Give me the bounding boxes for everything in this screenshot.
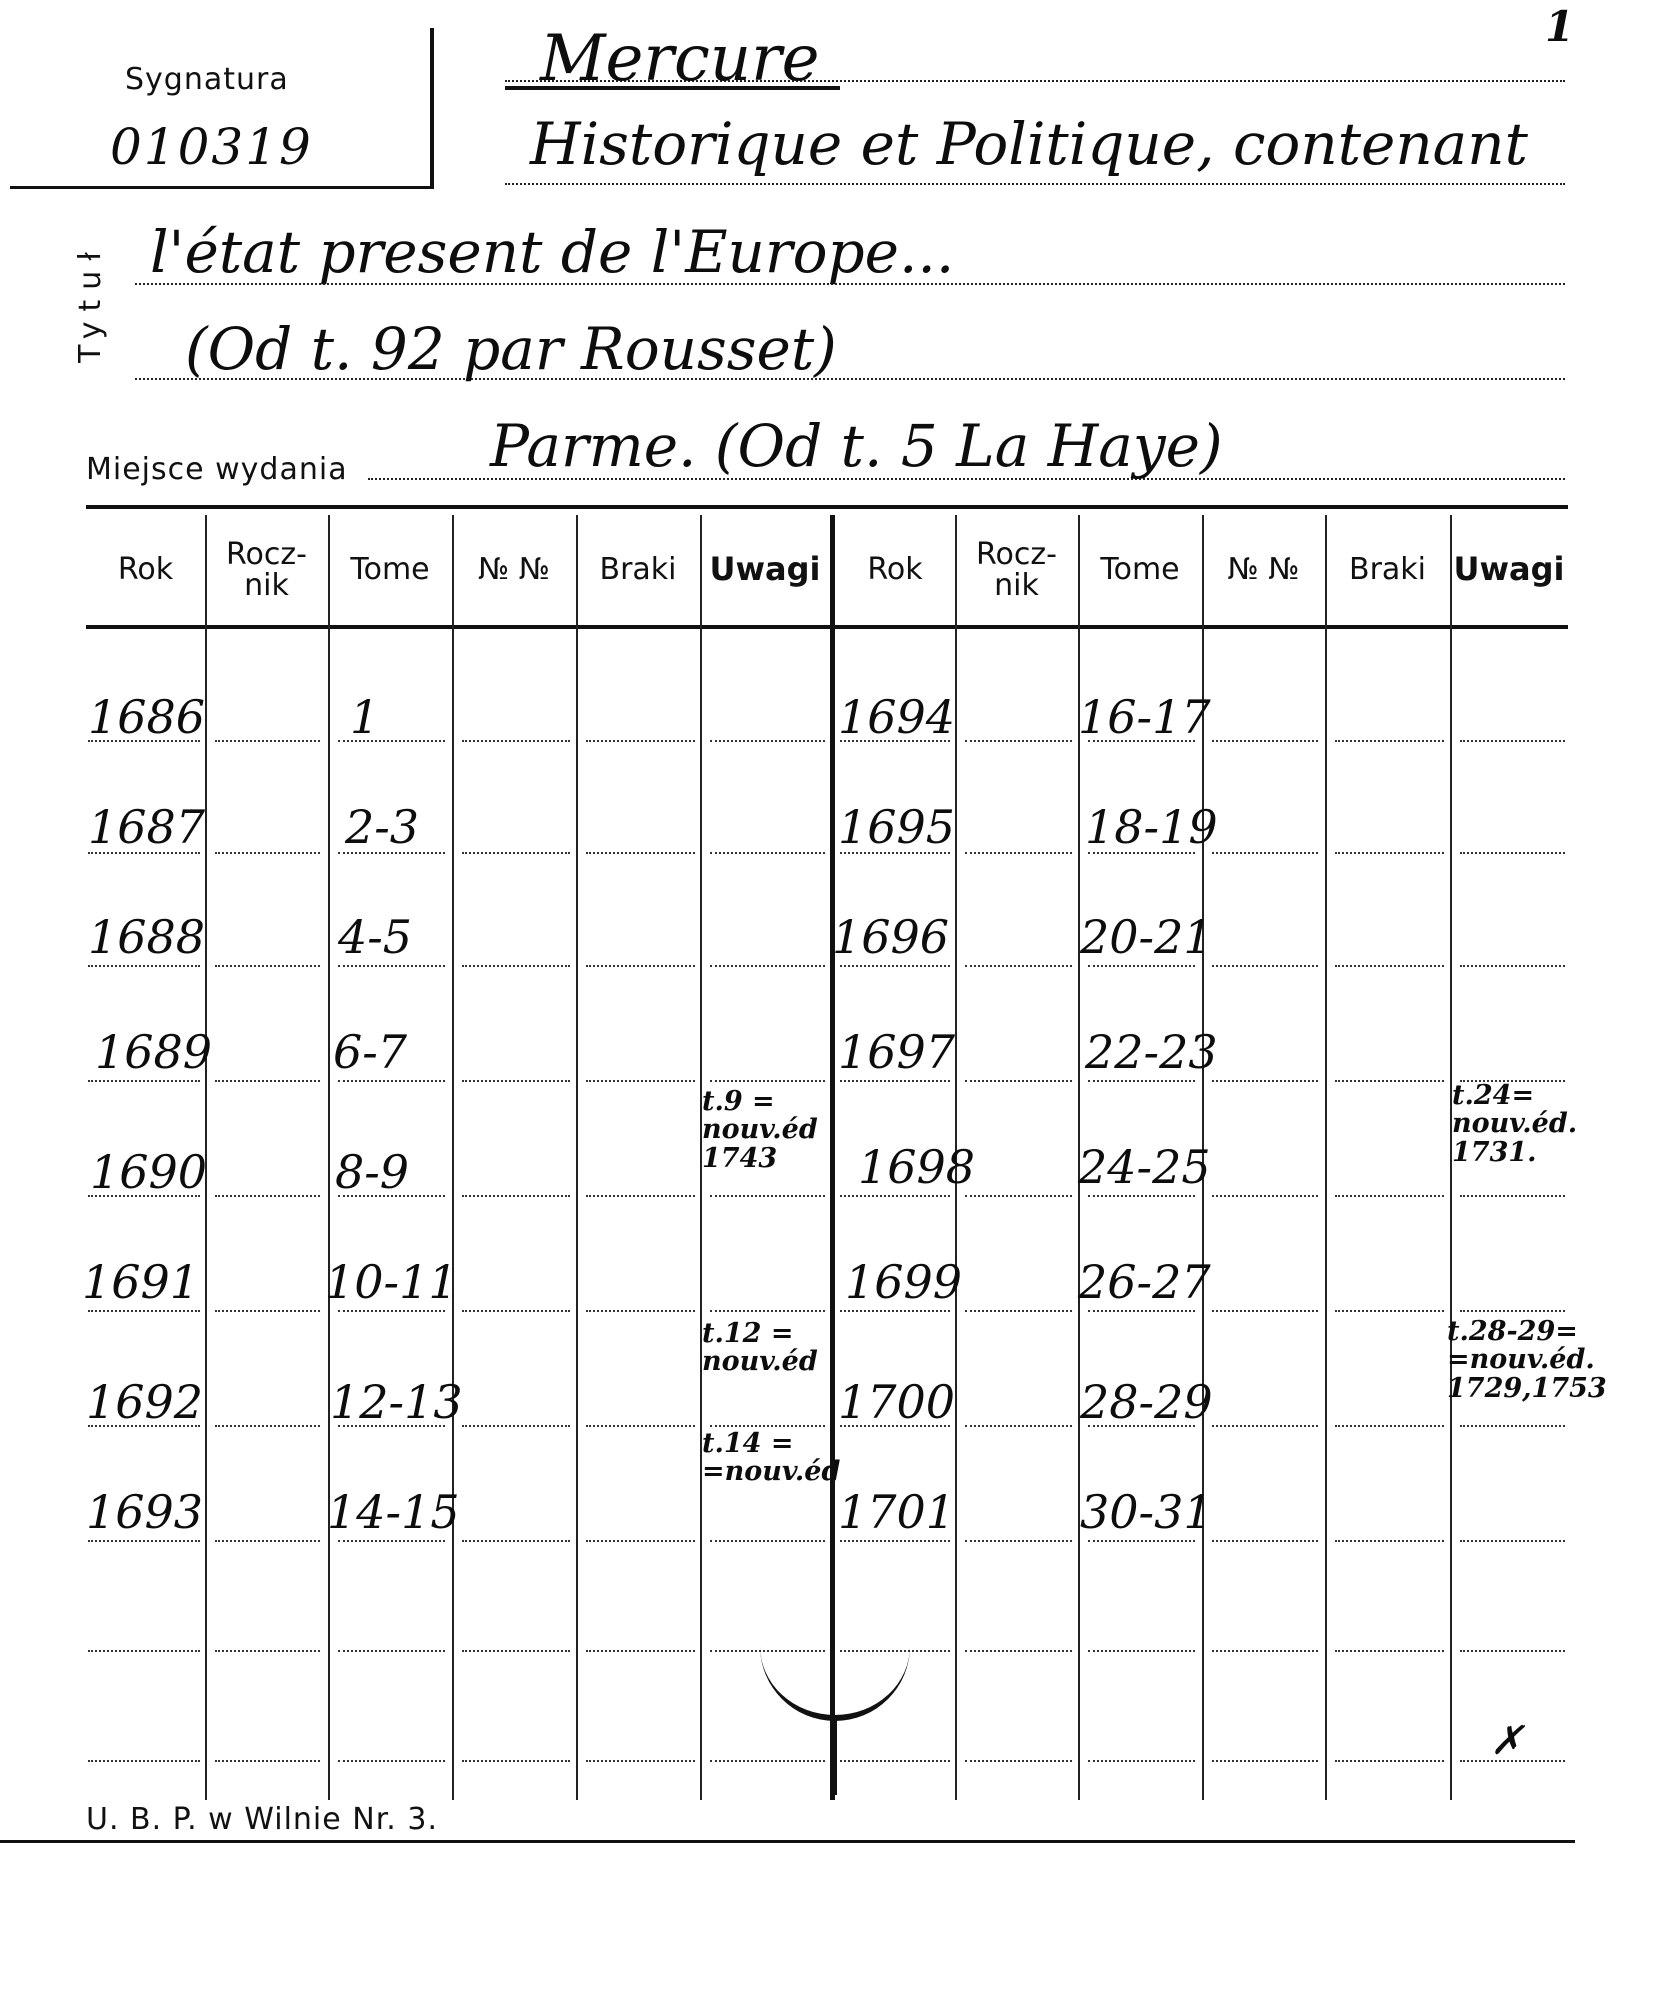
cell-rok: 1686 <box>88 690 206 744</box>
column-divider <box>1325 515 1327 1800</box>
cell-tome: 20-21 <box>1080 910 1213 964</box>
row-dotted-rule <box>1460 965 1565 967</box>
cell-uwagi: t.28-29= =nouv.éd. 1729,1753 <box>1447 1316 1607 1404</box>
title-line: Mercure <box>540 22 820 96</box>
row-dotted-rule <box>840 965 950 967</box>
cell-rok: 1699 <box>845 1255 963 1309</box>
row-dotted-rule <box>1335 1310 1444 1312</box>
cell-tome: 6-7 <box>333 1025 408 1079</box>
check-mark: ✗ <box>1490 1718 1524 1764</box>
row-dotted-rule <box>1212 965 1318 967</box>
row-dotted-rule <box>215 965 320 967</box>
cell-tome: 4-5 <box>338 910 413 964</box>
row-dotted-rule <box>1212 1195 1318 1197</box>
row-dotted-rule <box>965 1195 1072 1197</box>
table-header-rule <box>86 625 1568 629</box>
row-dotted-rule <box>840 1760 950 1762</box>
row-dotted-rule <box>840 1080 950 1082</box>
row-dotted-rule <box>965 1760 1072 1762</box>
row-dotted-rule <box>215 1080 320 1082</box>
row-dotted-rule <box>462 1195 570 1197</box>
row-dotted-rule <box>965 1080 1072 1082</box>
row-dotted-rule <box>1088 1650 1195 1652</box>
row-dotted-rule <box>338 1650 445 1652</box>
row-dotted-rule <box>1212 1760 1318 1762</box>
row-dotted-rule <box>338 1540 445 1542</box>
row-dotted-rule <box>965 852 1072 854</box>
row-dotted-rule <box>1460 1650 1565 1652</box>
row-dotted-rule <box>215 740 320 742</box>
cell-uwagi: t.9 = nouv.éd 1743 <box>702 1086 818 1174</box>
cell-tome: 8-9 <box>335 1145 410 1199</box>
title-line: Historique et Politique, contenant <box>530 110 1528 178</box>
row-dotted-rule <box>1335 1425 1444 1427</box>
center-divider <box>830 515 835 1800</box>
sygnatura-label: Sygnatura <box>125 62 289 97</box>
cell-uwagi: t.14 = =nouv.éd <box>702 1428 841 1488</box>
col-header-numbers: № № <box>1227 552 1300 588</box>
row-dotted-rule <box>1088 965 1195 967</box>
row-dotted-rule <box>462 1540 570 1542</box>
row-dotted-rule <box>215 1425 320 1427</box>
row-dotted-rule <box>462 965 570 967</box>
row-dotted-rule <box>710 1195 825 1197</box>
row-dotted-rule <box>965 965 1072 967</box>
row-dotted-rule <box>710 1310 825 1312</box>
cell-rok: 1690 <box>90 1145 208 1199</box>
cell-uwagi: t.24= nouv.éd. 1731. <box>1452 1080 1578 1168</box>
row-dotted-rule <box>1212 852 1318 854</box>
cell-rok: 1692 <box>86 1375 204 1429</box>
row-dotted-rule <box>338 1760 445 1762</box>
cell-rok: 1687 <box>88 800 206 854</box>
row-dotted-rule <box>1460 852 1565 854</box>
cell-tome: 1 <box>350 690 380 744</box>
tytul-label <box>70 225 130 385</box>
row-dotted-rule <box>1212 1310 1318 1312</box>
column-divider <box>452 515 454 1800</box>
sygnatura-value: 010319 <box>110 118 313 176</box>
row-dotted-rule <box>338 965 445 967</box>
row-dotted-rule <box>1460 1195 1565 1197</box>
cell-tome: 30-31 <box>1080 1485 1213 1539</box>
row-dotted-rule <box>88 965 200 967</box>
row-dotted-rule <box>338 1310 445 1312</box>
cell-rok: 1693 <box>86 1485 204 1539</box>
col-header-braki: Braki <box>599 552 677 588</box>
row-dotted-rule <box>88 1080 200 1082</box>
row-dotted-rule <box>215 852 320 854</box>
cell-tome: 26-27 <box>1078 1255 1211 1309</box>
row-dotted-rule <box>215 1760 320 1762</box>
row-dotted-rule <box>462 1310 570 1312</box>
cell-tome: 10-11 <box>325 1255 458 1309</box>
row-dotted-rule <box>1335 740 1444 742</box>
row-dotted-rule <box>586 1650 695 1652</box>
row-dotted-rule <box>88 1310 200 1312</box>
row-dotted-rule <box>1088 1080 1195 1082</box>
row-dotted-rule <box>1088 1540 1195 1542</box>
row-dotted-rule <box>965 1540 1072 1542</box>
col-header-rok: Rok <box>867 552 923 588</box>
row-dotted-rule <box>462 852 570 854</box>
row-dotted-rule <box>1212 1540 1318 1542</box>
row-dotted-rule <box>1212 1650 1318 1652</box>
row-dotted-rule <box>1335 852 1444 854</box>
row-dotted-rule <box>1335 1080 1444 1082</box>
col-header-uwagi: Uwagi <box>709 550 821 589</box>
place-value: Parme. (Od t. 5 La Haye) <box>490 412 1223 480</box>
cell-rok: 1694 <box>838 690 956 744</box>
cell-rok: 1688 <box>88 910 206 964</box>
row-dotted-rule <box>586 1080 695 1082</box>
row-dotted-rule <box>462 1760 570 1762</box>
title-dotline-2 <box>505 183 1565 185</box>
row-dotted-rule <box>965 740 1072 742</box>
col-header-numbers: № № <box>478 552 550 588</box>
col-header-rocznik: Rocz- nik <box>976 536 1057 603</box>
row-dotted-rule <box>710 1760 825 1762</box>
row-dotted-rule <box>1460 1540 1565 1542</box>
punch-hole-stem <box>833 1720 837 1795</box>
row-dotted-rule <box>1088 1760 1195 1762</box>
row-dotted-rule <box>1335 1540 1444 1542</box>
row-dotted-rule <box>215 1310 320 1312</box>
row-dotted-rule <box>710 1540 825 1542</box>
row-dotted-rule <box>1088 1195 1195 1197</box>
row-dotted-rule <box>1335 1195 1444 1197</box>
row-dotted-rule <box>88 1540 200 1542</box>
row-dotted-rule <box>462 740 570 742</box>
row-dotted-rule <box>1088 1310 1195 1312</box>
row-dotted-rule <box>215 1195 320 1197</box>
cell-tome: 28-29 <box>1080 1375 1213 1429</box>
table-top-rule <box>86 505 1568 509</box>
cell-rok: 1691 <box>82 1255 200 1309</box>
row-dotted-rule <box>710 1080 825 1082</box>
row-dotted-rule <box>965 1650 1072 1652</box>
row-dotted-rule <box>965 1425 1072 1427</box>
cell-rok: 1701 <box>838 1485 956 1539</box>
row-dotted-rule <box>710 740 825 742</box>
row-dotted-rule <box>1212 740 1318 742</box>
row-dotted-rule <box>88 1760 200 1762</box>
row-dotted-rule <box>840 1195 950 1197</box>
cell-rok: 1689 <box>95 1025 213 1079</box>
tytul-label-text: Tytuł <box>72 242 108 363</box>
row-dotted-rule <box>586 1760 695 1762</box>
col-header-rocznik: Rocz- nik <box>226 536 307 603</box>
cell-tome: 24-25 <box>1078 1140 1211 1194</box>
place-label: Miejsce wydania <box>86 452 348 487</box>
cell-rok: 1697 <box>838 1025 956 1079</box>
row-dotted-rule <box>965 1310 1072 1312</box>
title-line: l'état present de l'Europe... <box>150 218 955 286</box>
cell-rok: 1698 <box>858 1140 976 1194</box>
col-header-tome: Tome <box>1100 552 1180 588</box>
printer-imprint: U. B. P. w Wilnie Nr. 3. <box>86 1802 438 1837</box>
row-dotted-rule <box>1335 1760 1444 1762</box>
cell-rok: 1695 <box>838 800 956 854</box>
row-dotted-rule <box>710 1425 825 1427</box>
cell-rok: 1700 <box>838 1375 956 1429</box>
footer-rule <box>0 1840 1575 1843</box>
column-divider <box>328 515 330 1800</box>
row-dotted-rule <box>586 852 695 854</box>
cell-tome: 14-15 <box>327 1485 460 1539</box>
row-dotted-rule <box>88 1650 200 1652</box>
row-dotted-rule <box>1460 1310 1565 1312</box>
row-dotted-rule <box>586 1195 695 1197</box>
row-dotted-rule <box>710 852 825 854</box>
row-dotted-rule <box>1212 1425 1318 1427</box>
cell-tome: 2-3 <box>345 800 420 854</box>
row-dotted-rule <box>586 965 695 967</box>
cell-tome: 12-13 <box>330 1375 463 1429</box>
row-dotted-rule <box>215 1540 320 1542</box>
row-dotted-rule <box>462 1650 570 1652</box>
row-dotted-rule <box>462 1425 570 1427</box>
cell-tome: 18-19 <box>1085 800 1218 854</box>
row-dotted-rule <box>1460 1425 1565 1427</box>
punch-hole <box>760 1640 910 1721</box>
row-dotted-rule <box>1335 965 1444 967</box>
row-dotted-rule <box>710 965 825 967</box>
col-header-uwagi: Uwagi <box>1453 550 1565 589</box>
col-header-tome: Tome <box>350 552 430 588</box>
row-dotted-rule <box>215 1650 320 1652</box>
row-dotted-rule <box>1212 1080 1318 1082</box>
row-dotted-rule <box>1335 1650 1444 1652</box>
col-header-rok: Rok <box>117 552 174 588</box>
row-dotted-rule <box>586 1310 695 1312</box>
row-dotted-rule <box>462 1080 570 1082</box>
row-dotted-rule <box>1460 740 1565 742</box>
row-dotted-rule <box>338 1080 445 1082</box>
cell-tome: 16-17 <box>1078 690 1211 744</box>
card-number: 1 <box>1545 2 1575 51</box>
col-header-braki: Braki <box>1348 552 1426 588</box>
cell-tome: 22-23 <box>1085 1025 1218 1079</box>
row-dotted-rule <box>840 1540 950 1542</box>
row-dotted-rule <box>840 1310 950 1312</box>
row-dotted-rule <box>586 1540 695 1542</box>
row-dotted-rule <box>586 740 695 742</box>
column-divider <box>576 515 578 1800</box>
row-dotted-rule <box>586 1425 695 1427</box>
cell-rok: 1696 <box>832 910 950 964</box>
title-line: (Od t. 92 par Rousset) <box>185 315 837 383</box>
cell-uwagi: t.12 = nouv.éd <box>702 1318 818 1378</box>
